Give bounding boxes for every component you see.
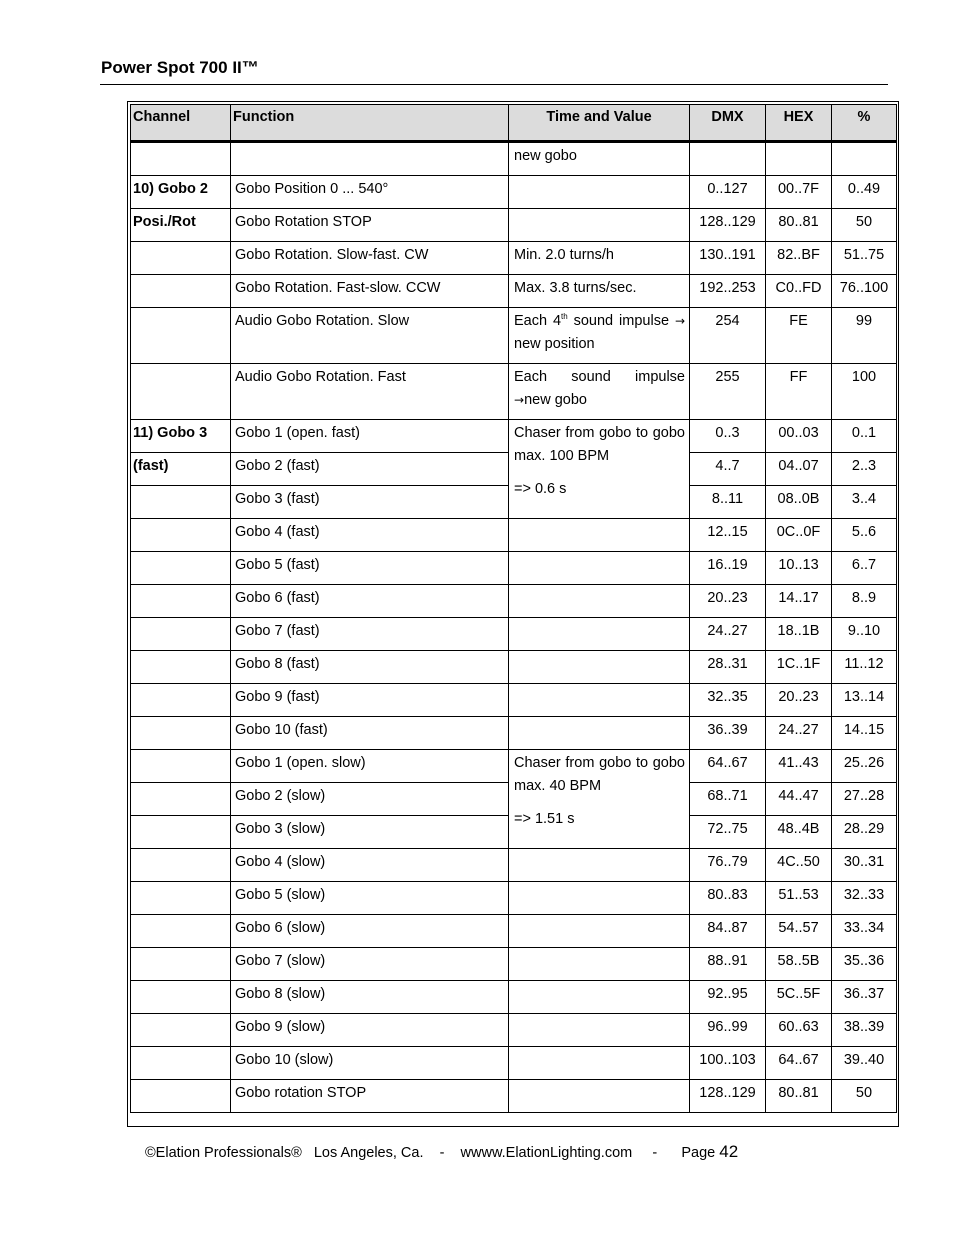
time-value-text: new position: [514, 336, 595, 352]
channel-cell: [131, 948, 231, 981]
dmx-cell: 36..39: [690, 717, 766, 750]
time-value-cell: [509, 519, 690, 552]
time-value-cell: [509, 209, 690, 242]
percent-cell: 32..33: [832, 882, 897, 915]
channel-cell: [131, 684, 231, 717]
table-row: [131, 849, 897, 882]
time-value-cell: [509, 585, 690, 618]
percent-cell: 3..4: [832, 486, 897, 519]
dmx-cell: 4..7: [690, 453, 766, 486]
percent-cell: 0..49: [832, 176, 897, 209]
percent-cell: 50: [832, 209, 897, 242]
table-frame: [127, 101, 899, 1127]
channel-cell: [131, 849, 231, 882]
table-row: [131, 981, 897, 1014]
percent-cell: 38..39: [832, 1014, 897, 1047]
function-cell: Gobo 5 (fast): [231, 552, 509, 585]
time-value-text: new gobo: [524, 392, 587, 408]
dmx-cell: 92..95: [690, 981, 766, 1014]
time-value-cell: [509, 717, 690, 750]
percent-cell: 6..7: [832, 552, 897, 585]
hex-cell: 08..0B: [766, 486, 832, 519]
hex-cell: [766, 142, 832, 176]
channel-cell: [131, 981, 231, 1014]
dmx-cell: 72..75: [690, 816, 766, 849]
time-value-text: Each 4: [514, 313, 562, 329]
dmx-cell: 192..253: [690, 275, 766, 308]
channel-cell: [131, 486, 231, 519]
page-title: Power Spot 700 II™: [101, 58, 259, 77]
function-cell: Gobo Position 0 ... 540°: [231, 176, 509, 209]
hex-cell: 82..BF: [766, 242, 832, 275]
table-row: [131, 717, 897, 750]
channel-cell: (fast): [131, 453, 231, 486]
dmx-cell: 20..23: [690, 585, 766, 618]
channel-cell: 11) Gobo 3: [131, 420, 231, 453]
table-row: [131, 651, 897, 684]
chaser-text: Chaser from gobo to gobo max. 100 BPM: [514, 425, 685, 464]
function-cell: Gobo 8 (slow): [231, 981, 509, 1014]
page-number: 42: [719, 1142, 739, 1161]
table-row: [131, 242, 897, 275]
channel-cell: [131, 882, 231, 915]
hex-cell: FE: [766, 308, 832, 364]
percent-cell: 13..14: [832, 684, 897, 717]
table-row: [131, 750, 897, 783]
function-cell: Gobo Rotation STOP: [231, 209, 509, 242]
footer-text: ©Elation Professionals® Los Angeles, Ca. - wwww.ElationLighting.com - Page: [145, 1145, 720, 1161]
col-header-time-value: Time and Value: [509, 105, 690, 142]
table-row: [131, 209, 897, 242]
time-value-text: Each sound impulse: [514, 369, 685, 385]
hex-cell: 80..81: [766, 209, 832, 242]
time-value-cell: [509, 176, 690, 209]
function-cell: Gobo 2 (fast): [231, 453, 509, 486]
table-header-row: [131, 105, 897, 142]
percent-cell: 8..9: [832, 585, 897, 618]
dmx-cell: 84..87: [690, 915, 766, 948]
percent-cell: 11..12: [832, 651, 897, 684]
function-cell: Gobo 9 (slow): [231, 1014, 509, 1047]
hex-cell: 20..23: [766, 684, 832, 717]
table-row: [131, 1014, 897, 1047]
channel-cell: [131, 242, 231, 275]
percent-cell: 33..34: [832, 915, 897, 948]
hex-cell: 04..07: [766, 453, 832, 486]
hex-cell: 14..17: [766, 585, 832, 618]
time-value-cell: [509, 1047, 690, 1080]
percent-cell: 9..10: [832, 618, 897, 651]
table-row: [131, 915, 897, 948]
time-value-cell: [509, 948, 690, 981]
function-cell: Gobo 10 (fast): [231, 717, 509, 750]
col-header-hex: HEX: [766, 105, 832, 142]
hex-cell: 48..4B: [766, 816, 832, 849]
time-value-cell: [509, 364, 690, 420]
percent-cell: 39..40: [832, 1047, 897, 1080]
dmx-cell: 96..99: [690, 1014, 766, 1047]
channel-cell: Posi./Rot: [131, 209, 231, 242]
dmx-cell: 24..27: [690, 618, 766, 651]
table-row: [131, 552, 897, 585]
dmx-cell: 100..103: [690, 1047, 766, 1080]
time-value-cell: [509, 1080, 690, 1113]
channel-cell: [131, 651, 231, 684]
table-row: [131, 275, 897, 308]
col-header-channel: Channel: [131, 105, 231, 142]
channel-cell: [131, 364, 231, 420]
chaser-duration: => 1.51 s: [514, 811, 575, 827]
channel-cell: [131, 308, 231, 364]
percent-cell: 25..26: [832, 750, 897, 783]
percent-cell: 50: [832, 1080, 897, 1113]
function-cell: Gobo 4 (slow): [231, 849, 509, 882]
dmx-cell: 68..71: [690, 783, 766, 816]
table-row: [131, 142, 897, 176]
time-value-cell: [509, 618, 690, 651]
dmx-cell: 130..191: [690, 242, 766, 275]
function-cell: Gobo 8 (fast): [231, 651, 509, 684]
dmx-cell: 76..79: [690, 849, 766, 882]
time-value-cell: [509, 684, 690, 717]
channel-cell: [131, 585, 231, 618]
function-cell: Gobo 6 (slow): [231, 915, 509, 948]
header-rule: [100, 84, 888, 85]
hex-cell: FF: [766, 364, 832, 420]
function-cell: Gobo 9 (fast): [231, 684, 509, 717]
time-value-cell: [509, 882, 690, 915]
function-cell: Gobo 5 (slow): [231, 882, 509, 915]
time-value-cell: [509, 1014, 690, 1047]
time-value-text: sound impulse: [567, 313, 670, 329]
dmx-cell: 12..15: [690, 519, 766, 552]
percent-cell: 28..29: [832, 816, 897, 849]
dmx-cell: 255: [690, 364, 766, 420]
hex-cell: 24..27: [766, 717, 832, 750]
col-header-percent: %: [832, 105, 897, 142]
dmx-cell: 88..91: [690, 948, 766, 981]
chaser-duration: => 0.6 s: [514, 481, 567, 497]
dmx-cell: 80..83: [690, 882, 766, 915]
arrow-icon: →: [514, 393, 525, 407]
table-row: [131, 308, 897, 364]
dmx-cell: 254: [690, 308, 766, 364]
time-value-cell: [509, 420, 690, 519]
hex-cell: 60..63: [766, 1014, 832, 1047]
percent-cell: 0..1: [832, 420, 897, 453]
page-footer: [145, 1142, 738, 1162]
hex-cell: 41..43: [766, 750, 832, 783]
channel-cell: [131, 750, 231, 783]
function-cell: Gobo 1 (open. fast): [231, 420, 509, 453]
channel-cell: [131, 1047, 231, 1080]
table-row: [131, 1080, 897, 1113]
col-header-dmx: DMX: [690, 105, 766, 142]
channel-cell: [131, 816, 231, 849]
function-cell: Audio Gobo Rotation. Fast: [231, 364, 509, 420]
channel-cell: [131, 1014, 231, 1047]
channel-cell: [131, 552, 231, 585]
dmx-cell: 8..11: [690, 486, 766, 519]
function-cell: Gobo 6 (fast): [231, 585, 509, 618]
time-value-cell: [509, 750, 690, 849]
time-value-cell: Max. 3.8 turns/sec.: [509, 275, 690, 308]
percent-cell: 100: [832, 364, 897, 420]
table-row: [131, 684, 897, 717]
hex-cell: 44..47: [766, 783, 832, 816]
col-header-function: Function: [231, 105, 509, 142]
function-cell: Gobo 10 (slow): [231, 1047, 509, 1080]
function-cell: Gobo 4 (fast): [231, 519, 509, 552]
channel-cell: [131, 783, 231, 816]
percent-cell: 76..100: [832, 275, 897, 308]
function-cell: Gobo 7 (fast): [231, 618, 509, 651]
percent-cell: [832, 142, 897, 176]
dmx-cell: 128..129: [690, 209, 766, 242]
function-cell: Audio Gobo Rotation. Slow: [231, 308, 509, 364]
time-value-cell: [509, 651, 690, 684]
table-row: [131, 420, 897, 453]
time-value-cell: [509, 849, 690, 882]
percent-cell: 14..15: [832, 717, 897, 750]
dmx-cell: 0..127: [690, 176, 766, 209]
function-cell: Gobo 2 (slow): [231, 783, 509, 816]
dmx-cell: 64..67: [690, 750, 766, 783]
time-value-cell: new gobo: [509, 142, 690, 176]
hex-cell: 10..13: [766, 552, 832, 585]
dmx-cell: 32..35: [690, 684, 766, 717]
table-row: [131, 364, 897, 420]
hex-cell: C0..FD: [766, 275, 832, 308]
table-row: [131, 176, 897, 209]
time-value-cell: [509, 915, 690, 948]
dmx-cell: 0..3: [690, 420, 766, 453]
percent-cell: 5..6: [832, 519, 897, 552]
hex-cell: 00..7F: [766, 176, 832, 209]
hex-cell: 0C..0F: [766, 519, 832, 552]
table-row: [131, 618, 897, 651]
table-row: [131, 948, 897, 981]
function-cell: Gobo 7 (slow): [231, 948, 509, 981]
table-row: [131, 519, 897, 552]
channel-table: [130, 104, 897, 1113]
arrow-icon: →: [674, 314, 685, 328]
table-row: [131, 585, 897, 618]
percent-cell: 27..28: [832, 783, 897, 816]
percent-cell: 36..37: [832, 981, 897, 1014]
channel-cell: [131, 915, 231, 948]
hex-cell: 58..5B: [766, 948, 832, 981]
dmx-cell: 128..129: [690, 1080, 766, 1113]
dmx-cell: 16..19: [690, 552, 766, 585]
function-cell: Gobo 3 (slow): [231, 816, 509, 849]
hex-cell: 80..81: [766, 1080, 832, 1113]
channel-cell: [131, 618, 231, 651]
percent-cell: 30..31: [832, 849, 897, 882]
time-value-cell: [509, 552, 690, 585]
channel-cell: [131, 1080, 231, 1113]
dmx-cell: 28..31: [690, 651, 766, 684]
channel-cell: [131, 717, 231, 750]
hex-cell: 64..67: [766, 1047, 832, 1080]
hex-cell: 18..1B: [766, 618, 832, 651]
channel-cell: 10) Gobo 2: [131, 176, 231, 209]
table-row: [131, 1047, 897, 1080]
ordinal-suffix: th: [561, 312, 568, 322]
function-cell: [231, 142, 509, 176]
percent-cell: 35..36: [832, 948, 897, 981]
percent-cell: 51..75: [832, 242, 897, 275]
hex-cell: 5C..5F: [766, 981, 832, 1014]
time-value-cell: Min. 2.0 turns/h: [509, 242, 690, 275]
percent-cell: 2..3: [832, 453, 897, 486]
hex-cell: 4C..50: [766, 849, 832, 882]
hex-cell: 54..57: [766, 915, 832, 948]
function-cell: Gobo rotation STOP: [231, 1080, 509, 1113]
hex-cell: 51..53: [766, 882, 832, 915]
hex-cell: 1C..1F: [766, 651, 832, 684]
table-row: [131, 882, 897, 915]
dmx-cell: [690, 142, 766, 176]
function-cell: Gobo Rotation. Slow-fast. CW: [231, 242, 509, 275]
time-value-cell: [509, 981, 690, 1014]
function-cell: Gobo Rotation. Fast-slow. CCW: [231, 275, 509, 308]
time-value-cell: [509, 308, 690, 364]
function-cell: Gobo 1 (open. slow): [231, 750, 509, 783]
chaser-text: Chaser from gobo to gobo max. 40 BPM: [514, 755, 685, 794]
function-cell: Gobo 3 (fast): [231, 486, 509, 519]
channel-cell: [131, 142, 231, 176]
channel-cell: [131, 519, 231, 552]
hex-cell: 00..03: [766, 420, 832, 453]
channel-cell: [131, 275, 231, 308]
percent-cell: 99: [832, 308, 897, 364]
